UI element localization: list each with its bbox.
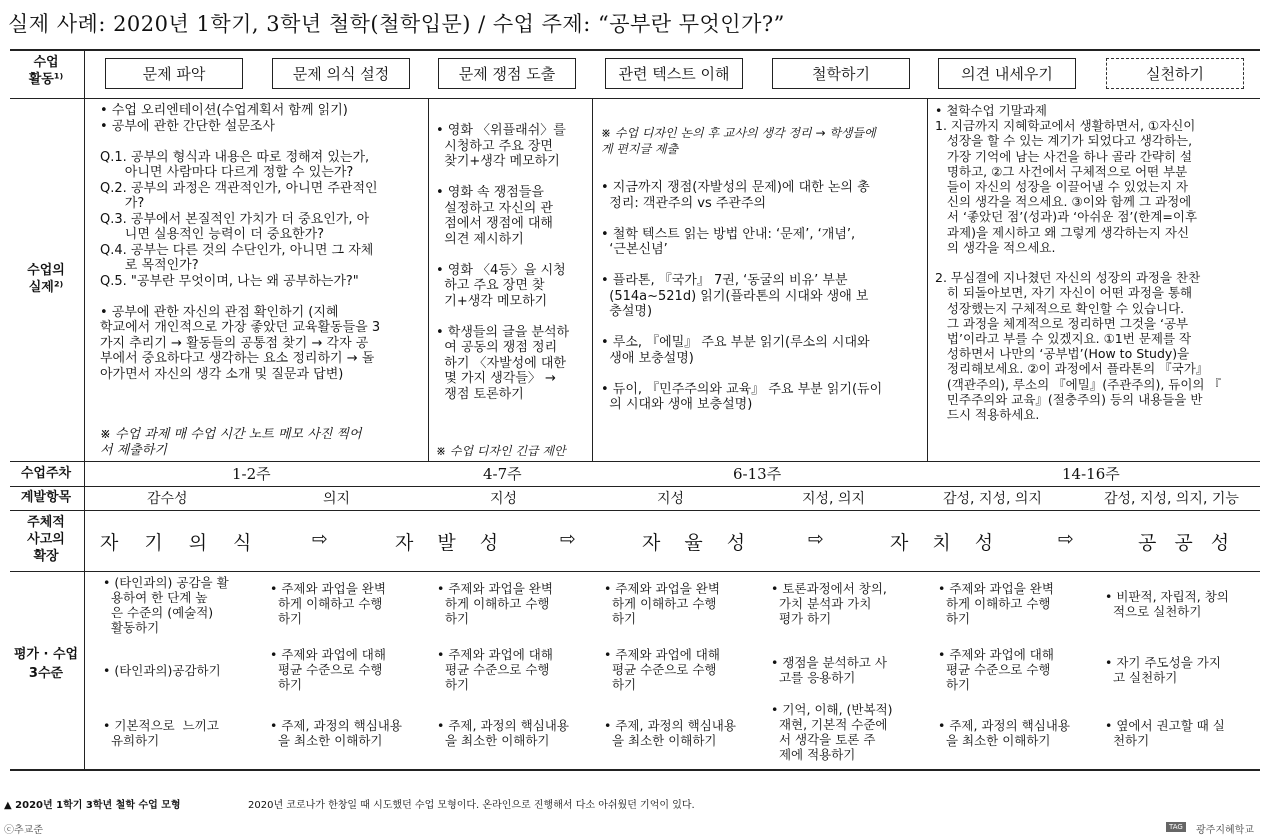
row-divider bbox=[10, 510, 1260, 511]
eval-cell: • 기억, 이해, (반복적) 재현, 기본적 수준에 서 생각을 토론 주 제에 적용하기 bbox=[771, 702, 893, 762]
row-divider bbox=[10, 98, 1260, 99]
eval-cell: • 쟁점을 분석하고 사 고를 응용하기 bbox=[771, 655, 887, 685]
label-activity: 수업 활동¹⁾ bbox=[28, 55, 64, 87]
figure-caption: ▲ 2020년 1학기 3학년 철학 수업 모형 bbox=[4, 800, 181, 811]
eval-cell: • 토론과정에서 창의, 가치 분석과 가치 평가 하기 bbox=[771, 581, 887, 626]
activity-box: 문제 의식 설정 bbox=[272, 58, 410, 89]
label-dev: 계발항목 bbox=[20, 490, 72, 505]
dev-item: 감성, 지성, 의지, 기능 bbox=[1104, 491, 1239, 507]
practice-col1: • 수업 오리엔테이션(수업계획서 함께 읽기) • 공부에 관한 간단한 설문조사 Q.1. 공부의 형식과 내용은 따로 정해져 있는가, 아니면 사람마다 다르게 정할 수 있는가? Q.2. 공부의 과정은 객관적인가, 아니면 주관적인 가? Q.3. 공부에서 본질적인 가치가 더 중요인가, 아 니면 실용적인 능력이 더 중요한가? Q.4. 공부는 다른 것의 수단인가, 아니면 그 자체 로 목적인가? Q.5. "공부란 무엇이며, 나는 왜 공부하는가?" • 공부에 관한 자신의 관점 확인하기 (지혜 학교에서 개인적으로 가장 좋았던 교육활동들을 3 가지 추리기 → 활동들의 공통점 찾기 → 각자 공 부에서 중요하다고 생각하는 요소 정리하기 → 돌 아가면서 자신의 생각 소개 및 질문과 답변) bbox=[100, 103, 381, 382]
eval-cell: • 주제와 과업에 대해 평균 수준으로 수행 하기 bbox=[437, 647, 553, 692]
week-label: 6-13주 bbox=[733, 465, 782, 483]
eval-cell: • 비판적, 자립적, 창의 적으로 실천하기 bbox=[1105, 589, 1229, 619]
practice-col3-note: ※ 수업 디자인 논의 후 교사의 생각 정리 → 학생들에 게 편지글 제출 bbox=[601, 126, 876, 156]
eval-cell: • 기본적으로 느끼고 유희하기 bbox=[103, 718, 219, 748]
activity-box: 문제 쟁점 도출 bbox=[438, 58, 576, 89]
arrow-icon: ⇨ bbox=[808, 528, 824, 550]
dev-item: 감수성 bbox=[147, 491, 188, 507]
eval-cell: • 주제, 과정의 핵심내용 을 최소한 이해하기 bbox=[604, 718, 736, 748]
column-divider bbox=[592, 98, 593, 461]
practice-col1-note: ※ 수업 과제 매 수업 시간 노트 메모 사진 찍어 서 제출하기 bbox=[100, 427, 362, 458]
practice-col2: • 영화 〈위플래쉬〉를 시청하고 주요 장면 찾기+생각 메모하기 • 영화 속 쟁점들을 설정하고 자신의 관 점에서 쟁점에 대해 의견 제시하기 • 영화 〈4등〉을 시청 하고 주요 장면 찾 기+생각 메모하기 • 학생들의 글을 분석하 여 공동의 쟁점 정리 하기 〈자발성에 대한 몇 가지 생각들〉 → 쟁점 토론하기 bbox=[436, 123, 570, 402]
practice-col4: • 철학수업 기말과제 1. 지금까지 지혜학교에서 생활하면서, ①자신이 성장을 할 수 있는 계기가 되었다고 생각하는, 가장 기억에 남는 사건을 하나 골라 간략히 설 명하고, ②그 사건에서 구체적으로 어떤 부분 들이 자신의 성장을 이끌어낼 수 있었는지 자 신의 생각을 적으세요. ③이와 함께 그 과정에 서 ‘좋았던 점’(성과)과 ‘아쉬운 점’(한계=이후 과제)을 제시하고 왜 그렇게 생각하는지 자신 의 생각을 적으세요. 2. 무심결에 지나쳤던 자신의 성장의 과정을 찬찬 히 되돌아보면, 자기 자신이 어떤 과정을 통해 성장했는지 구체적으로 확인할 수 있습니다. 그 과정을 체계적으로 정리하면 그것을 ‘공부 법’이라고 부를 수 있겠지요. ①1번 문제를 작 성하면서 나만의 ‘공부법’(How to Study)을 정리해보세요. ②이 과정에서 플라톤의 『국가』 (객관주의), 루소의 『에밀』(주관주의), 듀이의 『 민주주의와 교육』(절충주의) 등의 내용들을 반 드시 적용하세요. bbox=[935, 103, 1221, 423]
arrow-icon: ⇨ bbox=[1058, 528, 1074, 550]
eval-cell: • 주제와 과업에 대해 평균 수준으로 수행 하기 bbox=[604, 647, 720, 692]
thinking-stage: 자율성 bbox=[642, 532, 770, 554]
eval-cell: • 주제와 과업에 대해 평균 수준으로 수행 하기 bbox=[938, 647, 1054, 692]
thinking-stage: 자발성 bbox=[395, 532, 523, 554]
activity-box: 의견 내세우기 bbox=[938, 58, 1076, 89]
row-divider bbox=[10, 486, 1260, 487]
label-week: 수업주차 bbox=[20, 466, 72, 481]
eval-cell: • 주제와 과업을 완벽 하게 이해하고 수행 하기 bbox=[604, 581, 720, 626]
tag-badge: TAG bbox=[1166, 822, 1186, 832]
thinking-stage: 자치성 bbox=[890, 532, 1018, 554]
column-divider bbox=[927, 98, 928, 461]
label-thinking: 주체적 사고의 확장 bbox=[27, 515, 65, 564]
dev-item: 지성 bbox=[490, 491, 518, 507]
table-bottom-border bbox=[10, 769, 1260, 771]
eval-cell: • (타인과의) 공감을 활 용하여 한 단계 높 은 수준의 (예술적) 활동하기 bbox=[103, 575, 229, 635]
activity-box: 철학하기 bbox=[772, 58, 910, 89]
eval-cell: • 주제, 과정의 핵심내용 을 최소한 이해하기 bbox=[437, 718, 569, 748]
activity-box: 관련 텍스트 이해 bbox=[605, 58, 743, 89]
dev-item: 지성 bbox=[657, 491, 685, 507]
eval-cell: • 주제와 과업을 완벽 하게 이해하고 수행 하기 bbox=[270, 581, 386, 626]
eval-cell: • (타인과의)공감하기 bbox=[103, 663, 221, 678]
practice-col3: • 지금까지 쟁점(자발성의 문제)에 대한 논의 총 정리: 객관주의 vs 주관주의 • 철학 텍스트 읽는 방법 안내: ‘문제’, ‘개념’, ‘근본신념’ • 플라톤, 『국가』 7권, ‘동굴의 비유’ 부분 (514a~521d) 읽기(플라톤의 시대와 생애 보 충설명) • 루소, 『에밀』 주요 부분 읽기(루소의 시대와 생애 보충설명) • 듀이, 『민주주의와 교육』 주요 부분 읽기(듀이 의 시대와 생애 보충설명) bbox=[601, 180, 883, 412]
dev-item: 지성, 의지 bbox=[802, 491, 865, 507]
label-practice: 수업의 실제²⁾ bbox=[27, 263, 65, 295]
week-label: 1-2주 bbox=[232, 465, 271, 483]
eval-cell: • 주제와 과업에 대해 평균 수준으로 수행 하기 bbox=[270, 647, 386, 692]
eval-cell: • 옆에서 권고할 때 실 천하기 bbox=[1105, 718, 1225, 748]
row-divider bbox=[10, 461, 1260, 462]
week-label: 4-7주 bbox=[483, 465, 522, 483]
eval-cell: • 자기 주도성을 가지 고 실천하기 bbox=[1105, 655, 1221, 685]
column-divider bbox=[428, 98, 429, 461]
thinking-stage: 공공성 bbox=[1138, 532, 1248, 554]
label-column-divider bbox=[84, 49, 85, 769]
dev-item: 감성, 지성, 의지 bbox=[943, 491, 1042, 507]
table-top-border bbox=[10, 49, 1260, 51]
activity-box: 문제 파악 bbox=[105, 58, 243, 89]
thinking-stage: 자기의식 bbox=[100, 532, 278, 554]
arrow-icon: ⇨ bbox=[312, 528, 328, 550]
week-label: 14-16주 bbox=[1062, 465, 1120, 483]
activity-box: 실천하기 bbox=[1106, 58, 1244, 89]
copyright: ⓒ추교준 bbox=[4, 825, 43, 836]
arrow-icon: ⇨ bbox=[560, 528, 576, 550]
dev-item: 의지 bbox=[323, 491, 351, 507]
school-name: 광주지혜학교 bbox=[1196, 825, 1254, 836]
eval-cell: • 주제와 과업을 완벽 하게 이해하고 수행 하기 bbox=[938, 581, 1054, 626]
eval-cell: • 주제, 과정의 핵심내용 을 최소한 이해하기 bbox=[270, 718, 402, 748]
row-divider bbox=[10, 571, 1260, 572]
figure-description: 2020년 코로나가 한창일 때 시도했던 수업 모형이다. 온라인으로 진행해서 다소 아쉬웠던 기억이 있다. bbox=[248, 800, 695, 811]
page-title: 실제 사례: 2020년 1학기, 3학년 철학(철학입문) / 수업 주제: “공부란 무엇인가?” bbox=[8, 12, 785, 36]
practice-col2-note: ※ 수업 디자인 긴급 제안 bbox=[436, 444, 566, 458]
eval-cell: • 주제, 과정의 핵심내용 을 최소한 이해하기 bbox=[938, 718, 1070, 748]
eval-cell: • 주제와 과업을 완벽 하게 이해하고 수행 하기 bbox=[437, 581, 553, 626]
label-eval: 평가 · 수업 3수준 bbox=[13, 647, 79, 681]
